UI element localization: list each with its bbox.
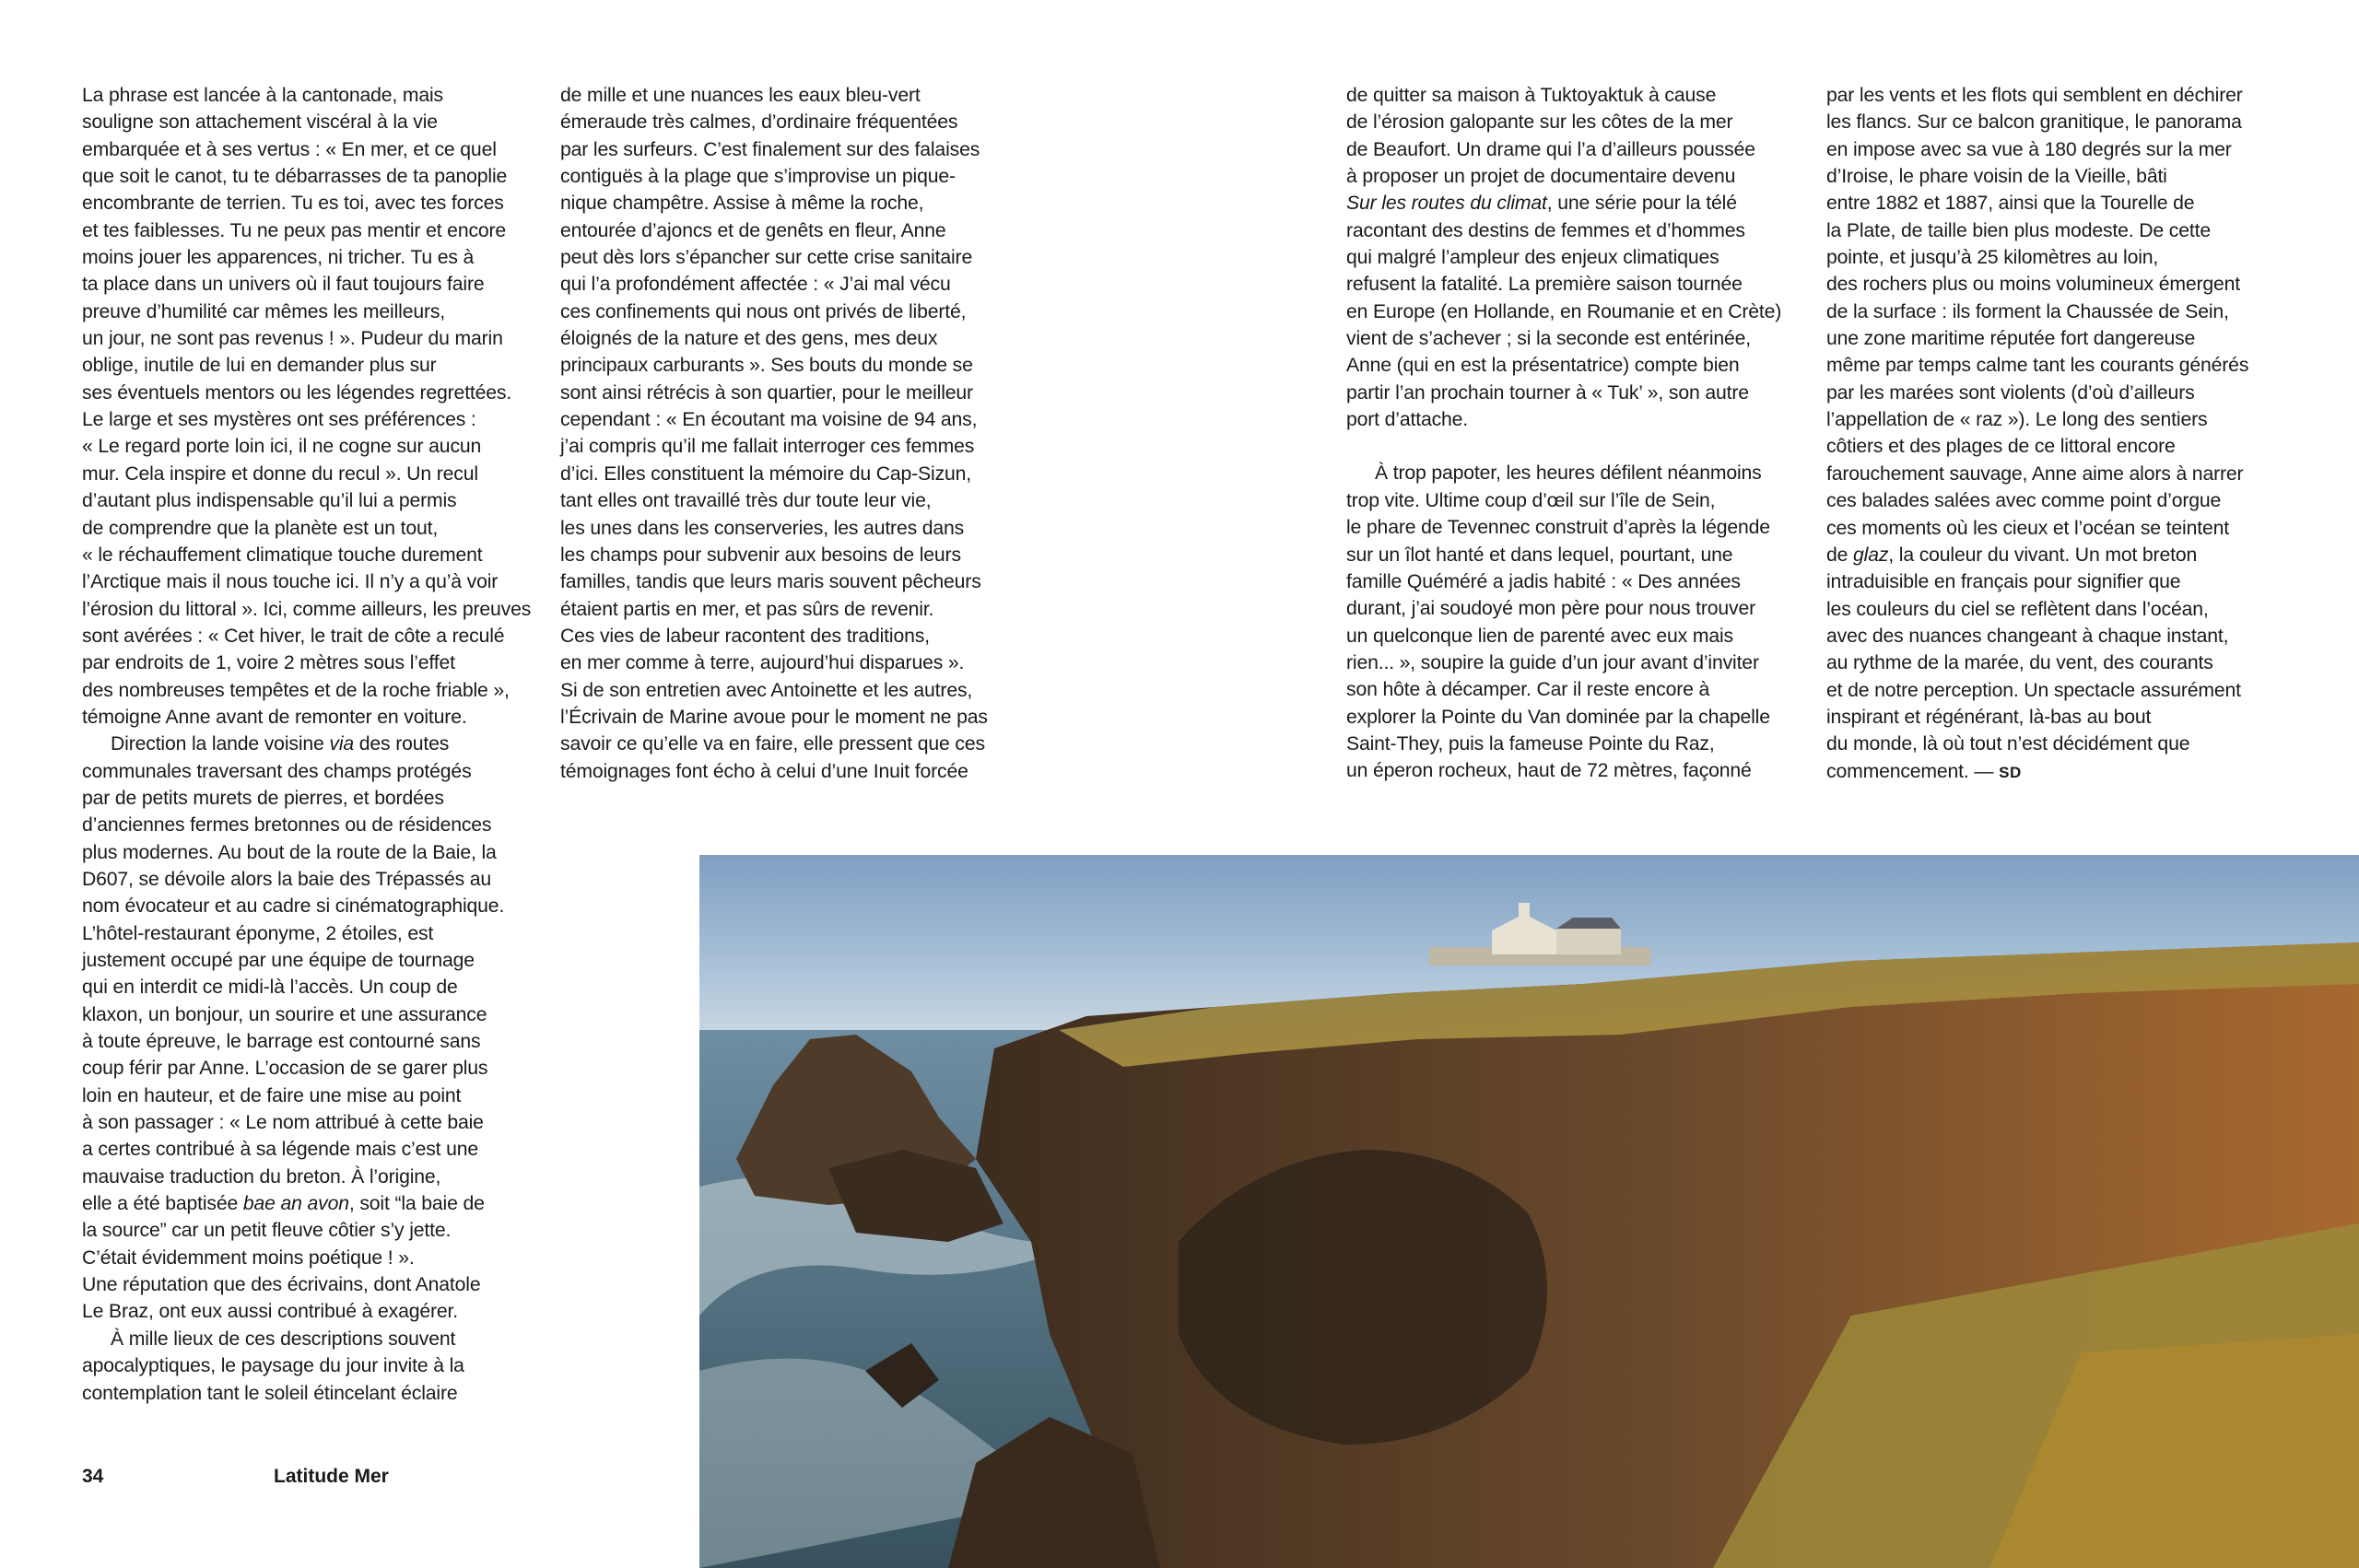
text-line: le phare de Tevennec construit d’après la légende	[1346, 517, 1770, 539]
text-line: un jour, ne sont pas revenus ! ». Pudeur du marin	[82, 328, 503, 350]
text-line: Ces vies de labeur racontent des traditions,	[560, 625, 930, 647]
column-4	[1826, 82, 2287, 786]
text-line: cependant : « En écoutant ma voisine de 94 ans,	[560, 409, 978, 431]
text-line: d’Iroise, le phare voisin de la Vieille, bâti	[1826, 166, 2167, 188]
text-line: du monde, là où tout n’est décidément que	[1826, 733, 2190, 755]
column-2	[560, 82, 1021, 785]
text-line: nique champêtre. Assise à même la roche,	[560, 193, 924, 215]
text-line: et de notre perception. Un spectacle assurément	[1826, 679, 2241, 701]
text-line: en Europe (en Hollande, en Roumanie et en Crète)	[1346, 300, 1782, 322]
text-line: peut dès lors s’épancher sur cette crise sanitaire	[560, 247, 973, 269]
text-line: durant, j’ai soudoyé mon père pour nous trouver	[1346, 598, 1756, 620]
text-line: au rythme de la marée, du vent, des courants	[1826, 652, 2213, 674]
text-line: par de petits murets de pierres, et bordées	[82, 787, 444, 809]
text-line: qui malgré l’ampleur des enjeux climatiques	[1346, 247, 1719, 269]
text-line: entre 1882 et 1887, ainsi que la Tourelle de	[1826, 193, 2195, 215]
text-line: rien... », soupire la guide d’un jour avant d’inviter	[1346, 651, 1759, 673]
text-line: de quitter sa maison à Tuktoyaktuk à cause	[1346, 85, 1717, 106]
text-line: racontant des destins de femmes et d’hommes	[1346, 219, 1745, 241]
text-line: oblige, inutile de lui en demander plus sur	[82, 355, 437, 377]
text-line: Si de son entretien avec Antoinette et les autres,	[560, 679, 973, 701]
text-line: justement occupé par une équipe de tournage	[82, 950, 475, 971]
text-line: preuve d’humilité car mêmes les meilleurs,	[82, 300, 446, 322]
text-line: plus modernes. Au bout de la route de la Baie, la	[82, 841, 497, 863]
text-line: par endroits de 1, voire 2 mètres sous l’effet	[82, 652, 455, 674]
text-line: l’Arctique mais il nous touche ici. Il n’y a qu’à voir	[82, 571, 499, 593]
text-line: la Plate, de taille bien plus modeste. De cette	[1826, 219, 2211, 241]
text-line: « le réchauffement climatique touche durement	[82, 544, 483, 566]
text-line: même par temps calme tant les courants générés	[1826, 355, 2249, 377]
text-line: de glaz, la couleur du vivant. Un mot breton	[1826, 544, 2198, 566]
text-line: embarquée et à ses vertus : « En mer, et ce quel	[82, 138, 497, 160]
text-line: nom évocateur et au cadre si cinématographique.	[82, 895, 505, 918]
author-signature: SD	[1999, 763, 2022, 781]
text-line: sur un îlot hanté et dans lequel, pourtant, une	[1346, 544, 1733, 566]
text-line: avec des nuances changeant à chaque instant,	[1826, 625, 2229, 647]
text-line: Direction la lande voisine via des routes	[111, 733, 450, 755]
text-line: partir l’an prochain tourner à « Tuk’ », son autre	[1346, 381, 1749, 404]
text-line: Le Braz, ont eux aussi contribué à exagérer.	[82, 1301, 458, 1323]
text-line: l’appellation de « raz »). Le long des sentiers	[1826, 409, 2208, 431]
text-line: un éperon rocheux, haut de 72 mètres, façonné	[1346, 760, 1752, 782]
text-line: témoignages font écho à celui d’une Inuit forcée	[560, 760, 968, 782]
text-line: a certes contribué à sa légende mais c’est une	[82, 1139, 479, 1161]
text-line: qui l’a profondément affectée : « J’ai mal vécu	[560, 274, 951, 296]
text-line: À mille lieux de ces descriptions souvent	[111, 1328, 456, 1350]
text-line: mur. Cela inspire et donne du recul ». Un recul	[82, 462, 478, 485]
text-line: pointe, et jusqu’à 25 kilomètres au loin,	[1826, 247, 2159, 269]
text-line: trop vite. Ultime coup d’œil sur l’île de Sein,	[1346, 489, 1716, 511]
text-line: ces balades salées avec comme point d’orgue	[1826, 490, 2222, 512]
text-line: étaient partis en mer, et pas sûrs de revenir.	[560, 598, 934, 620]
text-line: d’ici. Elles constituent la mémoire du Cap-Sizun,	[560, 462, 972, 485]
text-line: contiguës à la plage que s’improvise un pique-	[560, 166, 956, 188]
text-line: vient de s’achever ; si la seconde est entérinée,	[1346, 328, 1752, 350]
text-line: loin en hauteur, et de faire une mise au point	[82, 1084, 462, 1106]
cliffs-with-chapel-photo	[699, 855, 2359, 1568]
text-line: encombrante de terrien. Tu es toi, avec tes forces	[82, 193, 504, 215]
text-line: refusent la fatalité. La première saison tournée	[1346, 274, 1743, 296]
text-line: elle a été baptisée bae an avon, soit “la baie de	[82, 1193, 485, 1215]
text-line: intraduisible en français pour signifier que	[1826, 571, 2181, 593]
text-line: en mer comme à terre, aujourd’hui disparues ».	[560, 652, 965, 674]
text-line: d’anciennes fermes bretonnes ou de résidences	[82, 814, 492, 837]
text-line: entourée d’ajoncs et de genêts en fleur, Anne	[560, 219, 946, 241]
text-line: côtiers et des plages de ce littoral encore	[1826, 436, 2176, 458]
text-line: sont avérées : « Cet hiver, le trait de côte a reculé	[82, 625, 505, 647]
text-line: éloignés de la nature et des gens, mes deux	[560, 328, 938, 350]
text-line: farouchement sauvage, Anne aime alors à narrer	[1826, 462, 2244, 485]
text-line: Sur les routes du climat, une série pour la télé	[1346, 193, 1737, 215]
text-line: La phrase est lancée à la cantonade, mais	[82, 85, 443, 106]
text-line: Saint-They, puis la fameuse Pointe du Raz,	[1346, 732, 1715, 755]
text-line: les champs pour subvenir aux besoins de leurs	[560, 544, 961, 566]
text-line: à son passager : « Le nom attribué à cette baie	[82, 1112, 484, 1134]
text-line: Une réputation que des écrivains, dont Anatole	[82, 1274, 481, 1296]
text-line: de la surface : ils forment la Chaussée de Sein,	[1826, 300, 2229, 322]
text-line: j’ai compris qu’il me fallait interroger ces femmes	[560, 436, 975, 458]
text-line: des nombreuses tempêtes et de la roche friable »,	[82, 679, 510, 701]
text-line: les flancs. Sur ce balcon granitique, le panorama	[1826, 111, 2242, 134]
text-line: de l’érosion galopante sur les côtes de la mer	[1346, 111, 1733, 134]
text-line: souligne son attachement viscéral à la vie	[82, 111, 438, 134]
text-line: famille Quéméré a jadis habité : « Des années	[1346, 570, 1741, 592]
text-line: un quelconque lien de parenté avec eux mais	[1346, 625, 1733, 647]
text-line: ces confinements qui nous ont privés de liberté,	[560, 300, 967, 322]
text-line: par les surfeurs. C’est finalement sur des falaises	[560, 138, 980, 160]
text-line: « Le regard porte loin ici, il ne cogne sur aucun	[82, 436, 482, 458]
text-line: Le large et ses mystères ont ses préférences :	[82, 409, 476, 431]
text-line: ses éventuels mentors ou les légendes regrettées.	[82, 381, 512, 404]
text-line: les couleurs du ciel se reflètent dans l’océan,	[1826, 598, 2209, 620]
text-line: mauvaise traduction du breton. À l’origine,	[82, 1165, 441, 1188]
text-line: sont ainsi rétrécis à son quartier, pour le meilleur	[560, 381, 973, 404]
text-line: une zone maritime réputée fort dangereuse	[1826, 328, 2196, 350]
text-line: de comprendre que la planète est un tout,	[82, 517, 439, 539]
text-line: inspirant et régénérant, là-bas au bout	[1826, 706, 2152, 728]
text-line: explorer la Pointe du Van dominée par la chapelle	[1346, 706, 1770, 728]
column-1	[82, 82, 543, 1407]
text-line: apocalyptiques, le paysage du jour invite à la	[82, 1355, 464, 1377]
column-3	[1346, 82, 1807, 785]
text-line: coup férir par Anne. L’occasion de se garer plus	[82, 1058, 488, 1080]
text-line: en impose avec sa vue à 180 degrés sur la mer	[1826, 138, 2232, 160]
text-line: moins jouer les apparences, ni tricher. Tu es à	[82, 247, 475, 269]
text-line: klaxon, un bonjour, un sourire et une assurance	[82, 1003, 487, 1025]
text-line: l’Écrivain de Marine avoue pour le moment ne pas	[560, 706, 988, 728]
text-line: communales traversant des champs protégés	[82, 760, 472, 782]
text-line: tant elles ont travaillé très dur toute leur vie,	[560, 490, 932, 512]
text-line: les unes dans les conserveries, les autres dans	[560, 517, 965, 539]
text-line: la source” car un petit fleuve côtier s’y jette.	[82, 1220, 452, 1242]
text-line: C’était évidemment moins poétique ! ».	[82, 1246, 415, 1269]
text-line: par les marées sont violents (d’où d’ailleurs	[1826, 381, 2195, 404]
text-line: à proposer un projet de documentaire devenu	[1346, 166, 1736, 188]
text-line: que soit le canot, tu te débarrasses de ta panoplie	[82, 166, 508, 188]
text-line: familles, tandis que leurs maris souvent pêcheurs	[560, 571, 981, 593]
text-line: port d’attache.	[1346, 409, 1469, 431]
text-line: D607, se dévoile alors la baie des Trépassés au	[82, 868, 492, 890]
text-line: de Beaufort. Un drame qui l’a d’ailleurs poussée	[1346, 138, 1755, 160]
text-line: émeraude très calmes, d’ordinaire fréquentées	[560, 111, 958, 134]
text-line: principaux carburants ». Ses bouts du monde se	[560, 355, 973, 377]
text-line: contemplation tant le soleil étincelant éclaire	[82, 1382, 458, 1404]
text-line: commencement. — SD	[1826, 760, 2022, 782]
text-line: de mille et une nuances les eaux bleu-vert	[560, 85, 921, 106]
text-line: l’érosion du littoral ». Ici, comme ailleurs, les preuves	[82, 598, 532, 620]
text-line: par les vents et les flots qui semblent en déchirer	[1826, 85, 2243, 106]
text-line: ces moments où les cieux et l’océan se teintent	[1826, 517, 2229, 539]
text-line: qui en interdit ce midi-là l’accès. Un coup de	[82, 977, 458, 999]
page-number: 34	[82, 1466, 104, 1487]
text-line: Anne (qui en est la présentatrice) compte bien	[1346, 355, 1740, 377]
text-line: son hôte à décamper. Car il reste encore à	[1346, 679, 1710, 701]
text-line: savoir ce qu’elle va en faire, elle pressent que ces	[560, 733, 985, 755]
text-line: à toute épreuve, le barrage est contourné sans	[82, 1031, 481, 1053]
text-line: À trop papoter, les heures défilent néanmoins	[1375, 462, 1762, 485]
magazine-name: Latitude Mer	[274, 1466, 389, 1487]
text-line: L’hôtel-restaurant éponyme, 2 étoiles, est	[82, 922, 434, 944]
text-line: témoigne Anne avant de remonter en voiture.	[82, 706, 467, 728]
text-line: d’autant plus indispensable qu’il lui a permis	[82, 490, 457, 512]
text-line: des rochers plus ou moins volumineux émergent	[1826, 274, 2241, 296]
text-line: et tes faiblesses. Tu ne peux pas mentir et encore	[82, 219, 507, 241]
text-line: ta place dans un univers où il faut toujours faire	[82, 274, 485, 296]
